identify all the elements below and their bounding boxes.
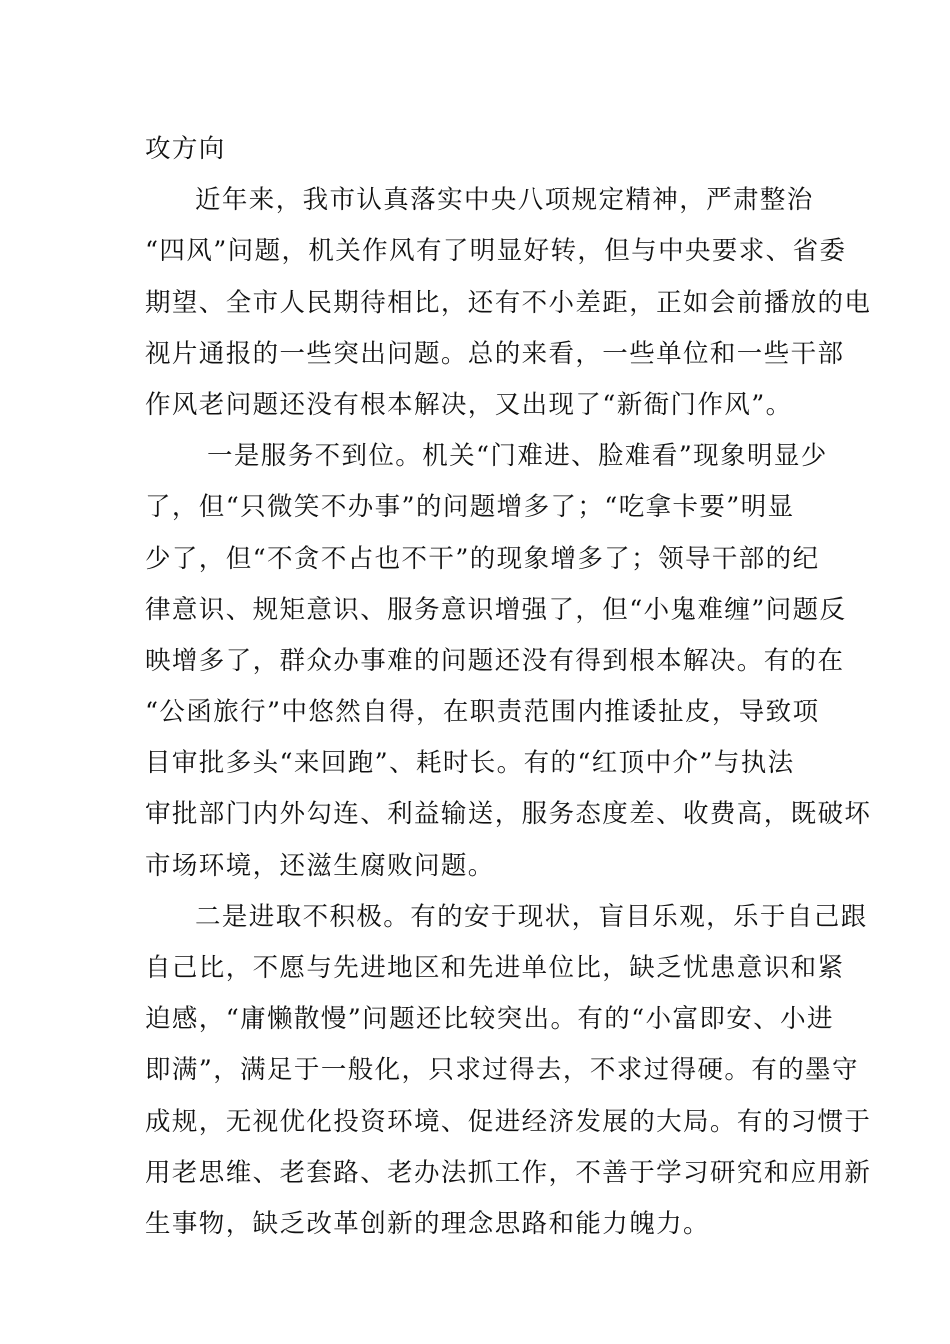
paragraph-2-line: 市场环境，还滋生腐败问题。 <box>145 850 495 881</box>
paragraph-1-line: 视片通报的一些突出问题。总的来看，一些单位和一些干部 <box>145 338 845 369</box>
paragraph-2-line: 映增多了，群众办事难的问题还没有得到根本解决。有的在 <box>145 645 845 676</box>
paragraph-3-line: 自己比，不愿与先进地区和先进单位比，缺乏忧患意识和紧 <box>145 953 845 983</box>
paragraph-3-line: 生事物，缺乏改革创新的理念思路和能力魄力。 <box>145 1208 710 1239</box>
paragraph-3-line: 即满”，满足于一般化，只求过得去，不求过得硬。有的墨守 <box>145 1055 859 1086</box>
paragraph-2-line: “公函旅行”中悠然自得，在职责范围内推诿扯皮，导致项 <box>145 697 820 728</box>
paragraph-3-line: 二是进取不积极。有的安于现状，盲目乐观，乐于自己跟 <box>195 901 868 932</box>
paragraph-1-line: 近年来，我市认真落实中央八项规定精神，严肃整治 <box>195 185 814 216</box>
paragraph-2-line: 审批部门内外勾连、利益输送，服务态度差、收费高，既破坏 <box>145 799 872 830</box>
paragraph-3-line: 成规，无视优化投资环境、促进经济发展的大局。有的习惯于 <box>145 1106 872 1137</box>
text-line: 攻方向 <box>145 134 226 164</box>
paragraph-2-line: 一是服务不到位。机关“门难进、脸难看”现象明显少 <box>207 441 828 472</box>
document-body <box>145 124 872 1250</box>
paragraph-3-line: 迫感，“庸懒散慢”问题还比较突出。有的“小富即安、小进 <box>145 1004 834 1035</box>
paragraph-2-line: 律意识、规矩意识、服务意识增强了，但“小鬼难缠”问题反 <box>145 594 847 625</box>
paragraph-1-line: “四风”问题，机关作风有了明显好转，但与中央要求、省委 <box>145 236 847 267</box>
paragraph-3-line: 用老思维、老套路、老办法抓工作，不善于学习研究和应用新 <box>145 1157 872 1188</box>
paragraph-1-line: 作风老问题还没有根本解决，又出现了“新衙门作风”。 <box>145 389 793 420</box>
paragraph-2-line: 了，但“只微笑不办事”的问题增多了；“吃拿卡要”明显 <box>145 492 795 523</box>
paragraph-1-line: 期望、全市人民期待相比，还有不小差距，正如会前播放的电 <box>145 287 872 318</box>
paragraph-2-line: 少了，但“不贪不占也不干”的现象增多了；领导干部的纪 <box>145 543 820 574</box>
paragraph-2-line: 目审批多头“来回跑”、耗时长。有的“红顶中介”与执法 <box>145 748 795 779</box>
